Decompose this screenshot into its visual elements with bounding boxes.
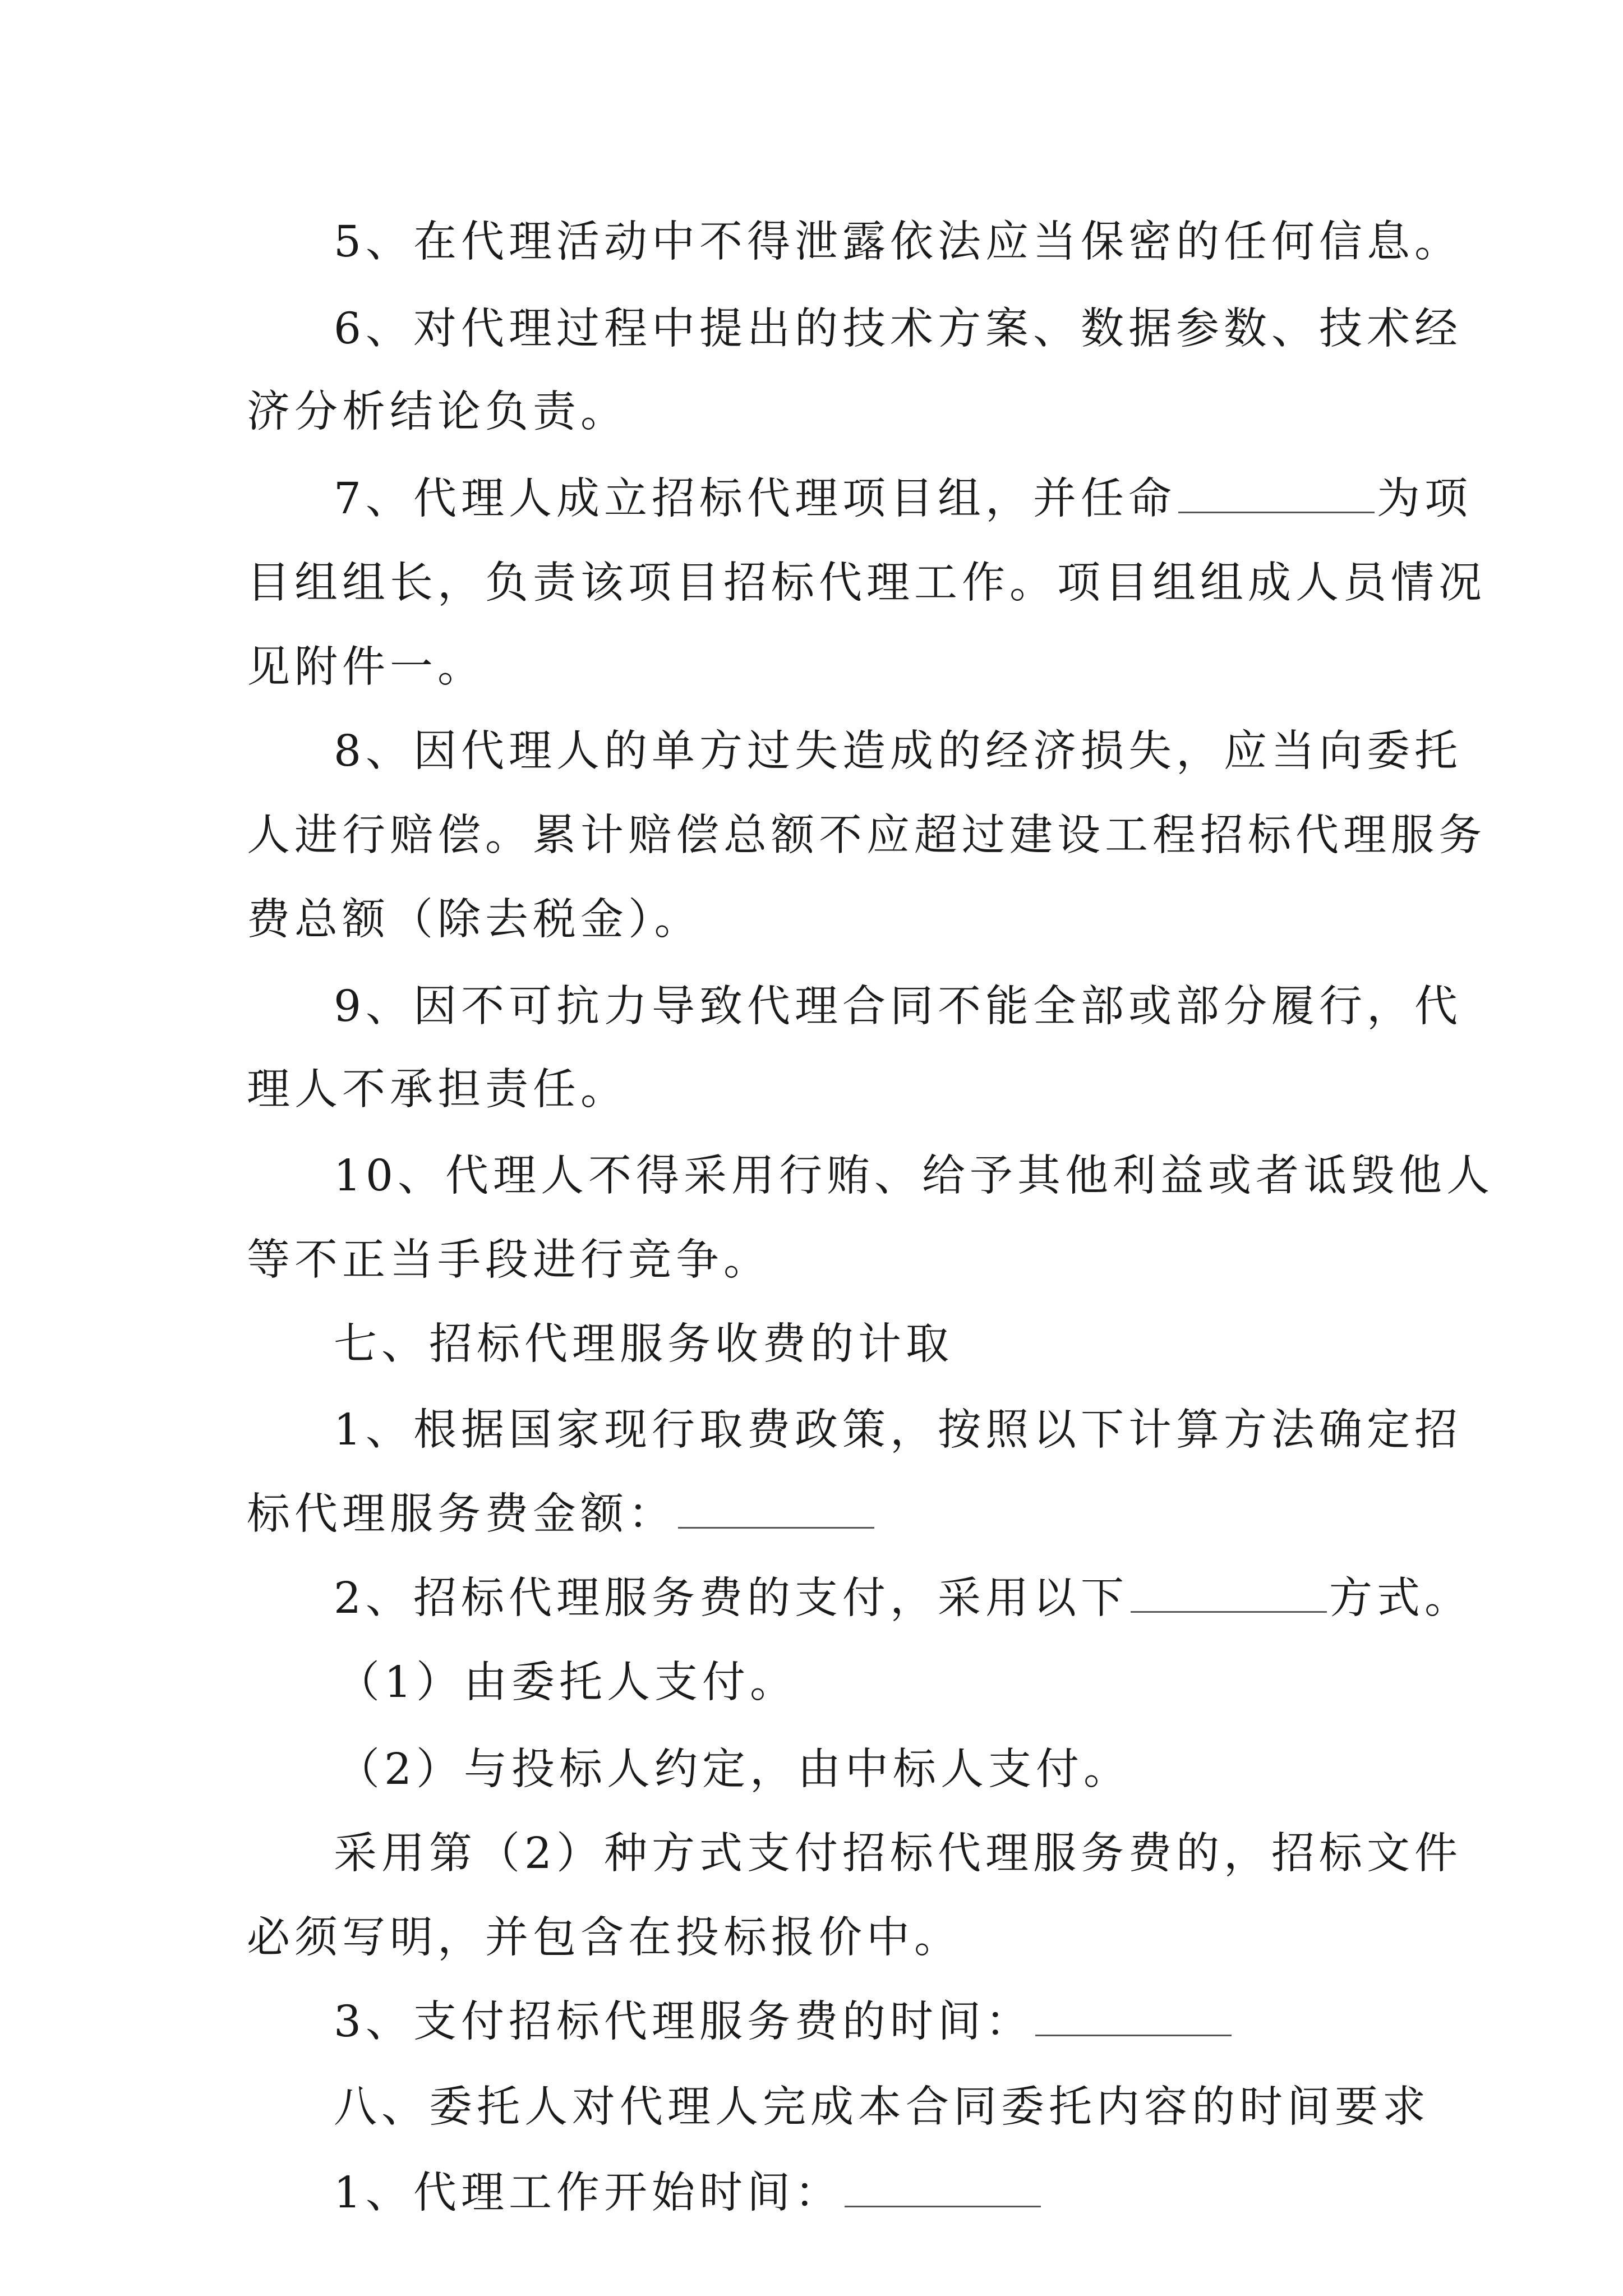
line-text: 理人不承担责任。 <box>247 1065 628 1115</box>
line-text: 1、根据国家现行取费政策，按照以下计算方法确定招 <box>334 1405 1462 1455</box>
line-text: 10、代理人不得采用行贿、给予其他利益或者诋毁他人 <box>334 1151 1494 1201</box>
fill-in-blank <box>1178 478 1375 513</box>
text-line-15 <box>334 1402 1462 1458</box>
line-text: 方式。 <box>1329 1573 1472 1623</box>
line-text: 七、招标代理服务收费的计取 <box>334 1319 953 1369</box>
line-text: 标代理服务费金额： <box>247 1489 676 1539</box>
line-text: 人进行赔偿。累计赔偿总额不应超过建设工程招标代理服务 <box>247 811 1486 861</box>
fill-in-blank <box>678 1493 874 1529</box>
line-text: （1）由委托人支付。 <box>336 1658 797 1708</box>
text-line-21 <box>247 1910 962 1966</box>
line-text: 5、在代理活动中不得泄露依法应当保密的任何信息。 <box>334 217 1462 267</box>
fill-in-blank <box>1035 2001 1232 2036</box>
text-line-13 <box>247 1232 771 1289</box>
line-text: 6、对代理过程中提出的技术方案、数据参数、技术经 <box>334 304 1462 354</box>
text-line-17 <box>334 1571 1472 1627</box>
line-text: 9、因不可抗力导致代理合同不能全部或部分履行，代 <box>334 982 1462 1032</box>
line-text: （2）与投标人约定，由中标人支付。 <box>336 1745 1131 1795</box>
text-line-11 <box>247 1062 628 1118</box>
line-text: 目组组长，负责该项目招标代理工作。项目组组成人员情况 <box>247 558 1486 608</box>
text-line-14 <box>334 1317 953 1373</box>
text-line-1 <box>334 214 1462 270</box>
text-line-22 <box>334 1994 1234 2050</box>
line-text: 等不正当手段进行竞争。 <box>247 1235 771 1285</box>
line-text: 8、因代理人的单方过失造成的经济损失，应当向委托 <box>334 726 1462 776</box>
line-text: 1、代理工作开始时间： <box>334 2168 842 2218</box>
line-text: 采用第（2）种方式支付招标代理服务费的，招标文件 <box>334 1829 1462 1879</box>
fill-in-blank <box>1131 1577 1327 1613</box>
text-line-7 <box>334 724 1462 780</box>
text-line-3 <box>247 384 628 440</box>
text-line-19 <box>336 1742 1131 1798</box>
text-line-6 <box>247 639 485 696</box>
text-line-18 <box>336 1655 797 1711</box>
text-line-2 <box>334 301 1462 357</box>
text-line-5 <box>247 555 1486 611</box>
text-line-9 <box>247 892 702 948</box>
text-line-12 <box>334 1148 1494 1204</box>
line-text: 费总额（除去税金）。 <box>247 895 702 945</box>
text-line-10 <box>334 979 1462 1035</box>
text-line-24 <box>334 2165 1043 2221</box>
text-line-4 <box>334 471 1472 527</box>
fill-in-blank <box>845 2172 1041 2207</box>
line-text: 八、委托人对代理人完成本合同委托内容的时间要求 <box>334 2082 1430 2132</box>
text-line-16 <box>247 1487 877 1543</box>
line-text: 为项 <box>1377 474 1472 524</box>
line-text: 济分析结论负责。 <box>247 387 628 437</box>
line-text: 3、支付招标代理服务费的时间： <box>334 1997 1033 2047</box>
line-text: 2、招标代理服务费的支付，采用以下 <box>334 1573 1128 1623</box>
text-line-20 <box>334 1826 1462 1882</box>
text-line-8 <box>247 808 1486 864</box>
line-text: 7、代理人成立招标代理项目组，并任命 <box>334 474 1176 524</box>
text-line-23 <box>334 2079 1430 2136</box>
line-text: 必须写明，并包含在投标报价中。 <box>247 1913 962 1963</box>
line-text: 见附件一。 <box>247 642 485 692</box>
